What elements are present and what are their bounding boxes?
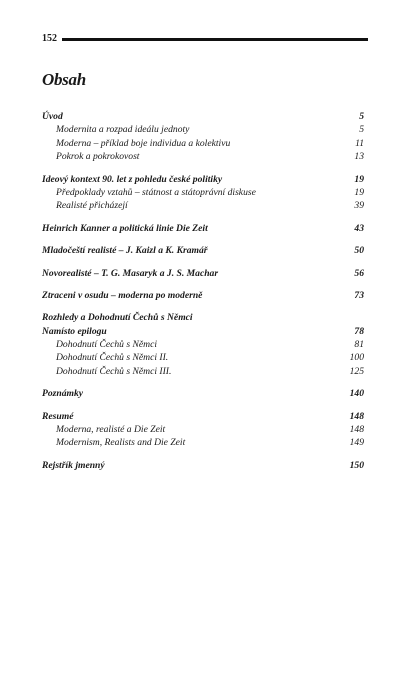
toc-entry bbox=[42, 173, 364, 186]
toc-entry-page: 78 bbox=[354, 325, 364, 337]
toc-subentry-label: Moderna – příklad boje individua a kolektivu bbox=[56, 137, 231, 149]
toc-subentry-page: 149 bbox=[349, 437, 364, 449]
toc-subentry-page: 81 bbox=[354, 339, 364, 351]
toc-subentry bbox=[42, 150, 364, 163]
toc-entry bbox=[42, 289, 364, 302]
toc-subentry bbox=[42, 199, 364, 212]
toc-entry-page: 148 bbox=[349, 410, 364, 422]
toc-subentry-page: 148 bbox=[349, 424, 364, 436]
toc-section bbox=[42, 410, 364, 450]
toc-entry-label: Poznámky bbox=[42, 388, 84, 400]
toc-section bbox=[42, 110, 364, 164]
toc-subentry-page: 13 bbox=[354, 151, 364, 163]
toc-entry bbox=[42, 325, 364, 338]
toc-subentry bbox=[42, 123, 364, 136]
toc-entry bbox=[42, 410, 364, 423]
toc-entry-page: 50 bbox=[354, 245, 364, 257]
toc-subentry-label: Předpoklady vztahů – státnost a státoprávní diskuse bbox=[56, 186, 256, 198]
toc-entry-label: Mladočeští realisté – J. Kaizl a K. Kramář bbox=[42, 245, 208, 257]
table-of-contents bbox=[42, 110, 364, 481]
toc-entry-label: Novorealisté – T. G. Masaryk a J. S. Machar bbox=[42, 267, 219, 279]
toc-subentry-page: 125 bbox=[349, 365, 364, 377]
toc-section bbox=[42, 267, 364, 280]
toc-subentry bbox=[42, 436, 364, 449]
toc-subentry-page: 11 bbox=[355, 137, 364, 149]
toc-subentry bbox=[42, 365, 364, 378]
page-number: 152 bbox=[42, 33, 57, 44]
toc-subentry-page: 5 bbox=[359, 124, 364, 136]
toc-entry-page: 5 bbox=[359, 111, 364, 122]
toc-section bbox=[42, 459, 364, 472]
toc-subentry-page: 100 bbox=[349, 352, 364, 364]
toc-section bbox=[42, 289, 364, 302]
toc-entry-label: Ideový kontext 90. let z pohledu české politiky bbox=[42, 173, 223, 185]
toc-entry-label: Ztraceni v osudu – moderna po moderně bbox=[42, 289, 203, 301]
toc-entry-label: Resumé bbox=[42, 410, 74, 422]
toc-subentry-label: Dohodnutí Čechů s Němci bbox=[56, 339, 157, 351]
header-rule bbox=[62, 38, 368, 41]
toc-subentry-page: 19 bbox=[354, 186, 364, 198]
toc-subentry-label: Modernism, Realists and Die Zeit bbox=[56, 437, 186, 449]
toc-entry-page: 140 bbox=[349, 388, 364, 400]
toc-entry-label: Rejstřík jmenný bbox=[42, 459, 105, 471]
toc-subentry bbox=[42, 351, 364, 364]
page-header bbox=[42, 33, 368, 45]
toc-section bbox=[42, 173, 364, 213]
toc-subentry-label: Moderna, realisté a Die Zeit bbox=[56, 424, 166, 436]
toc-subentry bbox=[42, 137, 364, 150]
toc-subentry bbox=[42, 338, 364, 351]
toc-entry bbox=[42, 311, 364, 324]
toc-entry-page: 56 bbox=[354, 267, 364, 279]
toc-entry bbox=[42, 222, 364, 235]
toc-entry-label: Rozhledy a Dohodnutí Čechů s Němci bbox=[42, 312, 193, 324]
toc-subentry-label: Dohodnutí Čechů s Němci II. bbox=[56, 352, 169, 364]
toc-entry-page: 73 bbox=[354, 289, 364, 301]
toc-entry bbox=[42, 459, 364, 472]
toc-entry bbox=[42, 387, 364, 400]
toc-subentry bbox=[42, 186, 364, 199]
toc-entry-page: 43 bbox=[354, 222, 364, 234]
toc-entry-page: 150 bbox=[349, 459, 364, 471]
toc-subentry bbox=[42, 423, 364, 436]
toc-subentry-label: Modernita a rozpad ideálu jednoty bbox=[56, 124, 190, 136]
toc-section bbox=[42, 387, 364, 400]
toc-entry-label: Namísto epilogu bbox=[42, 325, 107, 337]
toc-entry-label: Heinrich Kanner a politická linie Die Zeit bbox=[42, 222, 208, 234]
toc-section bbox=[42, 244, 364, 257]
toc-entry bbox=[42, 267, 364, 280]
toc-subentry-page: 39 bbox=[354, 200, 364, 212]
toc-section bbox=[42, 222, 364, 235]
toc-subentry-label: Dohodnutí Čechů s Němci III. bbox=[56, 365, 172, 377]
toc-entry-page: 19 bbox=[354, 173, 364, 185]
toc-entry bbox=[42, 244, 364, 257]
toc-entry bbox=[42, 110, 364, 123]
toc-entry-label: Úvod bbox=[42, 111, 63, 122]
toc-subentry-label: Realisté přicházejí bbox=[56, 200, 128, 212]
toc-title: Obsah bbox=[42, 70, 86, 89]
toc-subentry-label: Pokrok a pokrokovost bbox=[56, 151, 140, 163]
toc-section bbox=[42, 311, 364, 378]
